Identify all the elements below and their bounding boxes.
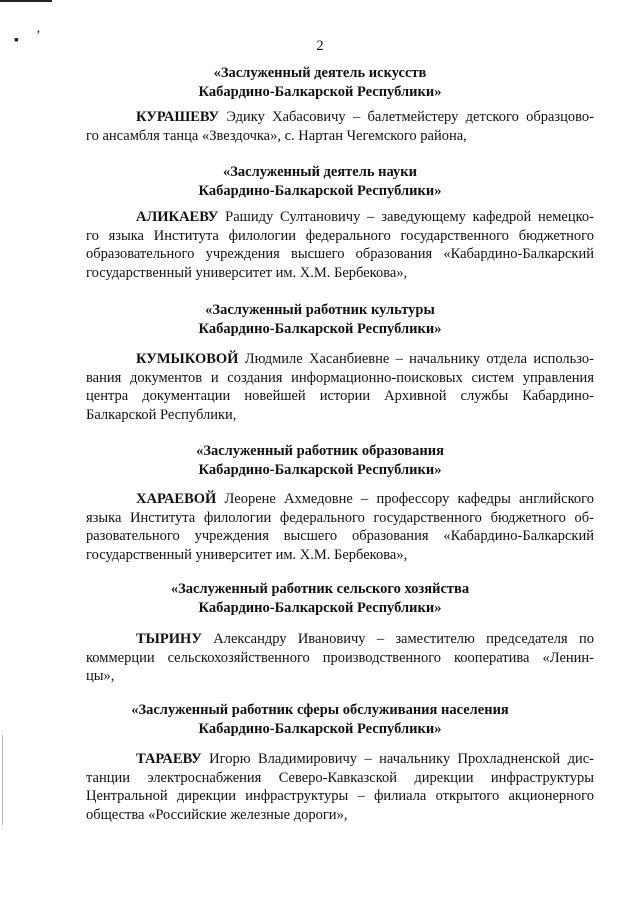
entry-line: ТЫРИНУ Александру Ивановичу – заместителю председателя по <box>136 631 594 647</box>
recipient-surname: КУМЫКОВОЙ <box>136 351 239 367</box>
recipient-surname: ТЫРИНУ <box>136 631 202 647</box>
entry-line: разовательного учреждения высшего образования «Кабардино-Балкарский <box>86 528 594 544</box>
recipient-surname: ХАРАЕВОЙ <box>136 491 217 507</box>
award-title: «Заслуженный работник сферы обслуживания населения <box>131 702 509 718</box>
entry-line: танции электроснабжения Северо-Кавказской дирекции инфраструктуры <box>86 769 594 786</box>
entry-line: вания документов и создания информационно-поисковых систем управления <box>86 369 594 386</box>
award-entry <box>86 350 594 424</box>
scan-artifact-edge <box>2 735 3 825</box>
award-heading <box>0 442 640 480</box>
entry-line: общества «Российские железные дороги», <box>86 806 348 823</box>
award-entry <box>86 208 594 282</box>
entry-line: го ансамбля танца «Звездочка», с. Нартан Чегемского района, <box>86 127 467 144</box>
entry-line: государственный университет им. Х.М. Бербекова», <box>86 546 408 563</box>
award-heading <box>0 163 640 201</box>
entry-line: Центральной дирекции инфраструктуры – филиала открытого акционерного <box>86 788 594 804</box>
entry-line: го языка Института филологии федерального государственного бюджетного <box>86 227 594 244</box>
award-region: Кабардино-Балкарской Республики» <box>198 721 442 737</box>
award-title: «Заслуженный деятель искусств <box>213 65 427 81</box>
scan-artifact-line <box>0 0 52 2</box>
recipient-surname: ТАРАЕВУ <box>136 751 202 767</box>
entry-line: центра документации новейшей истории Архивной службы Кабардино- <box>86 388 594 404</box>
page-number: 2 <box>316 38 324 54</box>
recipient-surname: КУРАШЕВУ <box>136 109 220 125</box>
award-region: Кабардино-Балкарской Республики» <box>198 462 442 478</box>
award-title: «Заслуженный работник образования <box>196 443 444 459</box>
award-heading <box>0 701 640 739</box>
entry-line: ХАРАЕВОЙ Леорене Ахмедовне – профессору кафедры английского <box>136 491 594 507</box>
award-title: «Заслуженный работник культуры <box>205 302 435 318</box>
entry-line: языка Института филологии федерального государственного бюджетного об- <box>86 509 594 526</box>
entry-line: цы», <box>86 668 115 684</box>
award-title: «Заслуженный работник сельского хозяйства <box>170 581 470 597</box>
award-heading <box>0 301 640 339</box>
award-region: Кабардино-Балкарской Республики» <box>198 321 442 337</box>
award-heading <box>0 64 640 102</box>
award-region: Кабардино-Балкарской Республики» <box>198 600 442 616</box>
scan-artifact-dot: ‚ <box>36 21 41 36</box>
entry-line: государственный университет им. Х.М. Бербекова», <box>86 264 408 281</box>
entry-line: коммерции сельскохозяйственного производственного кооператива «Ленин- <box>86 649 594 666</box>
award-title: «Заслуженный деятель науки <box>223 164 417 180</box>
scan-artifact-dot: ▪ <box>14 33 19 48</box>
award-region: Кабардино-Балкарской Республики» <box>198 183 442 199</box>
recipient-surname: АЛИКАЕВУ <box>136 209 219 225</box>
award-entry <box>86 750 594 824</box>
entry-line: КУМЫКОВОЙ Людмиле Хасанбиевне – начальнику отдела использо- <box>136 351 594 367</box>
award-heading <box>0 580 640 618</box>
entry-line: АЛИКАЕВУ Рашиду Султановичу – заведующему кафедрой немецко- <box>136 209 594 225</box>
award-entry <box>86 630 594 686</box>
entry-line: Балкарской Республики, <box>86 406 237 423</box>
award-entry <box>86 108 594 145</box>
award-region: Кабардино-Балкарской Республики» <box>198 84 442 100</box>
entry-line: КУРАШЕВУ Эдику Хабасовичу – балетмейстеру детского образцово- <box>136 109 594 125</box>
award-entry <box>86 490 594 564</box>
entry-line: образовательного учреждения высшего образования «Кабардино-Балкарский <box>86 246 594 262</box>
entry-line: ТАРАЕВУ Игорю Владимировичу – начальнику Прохладненской дис- <box>136 751 594 767</box>
